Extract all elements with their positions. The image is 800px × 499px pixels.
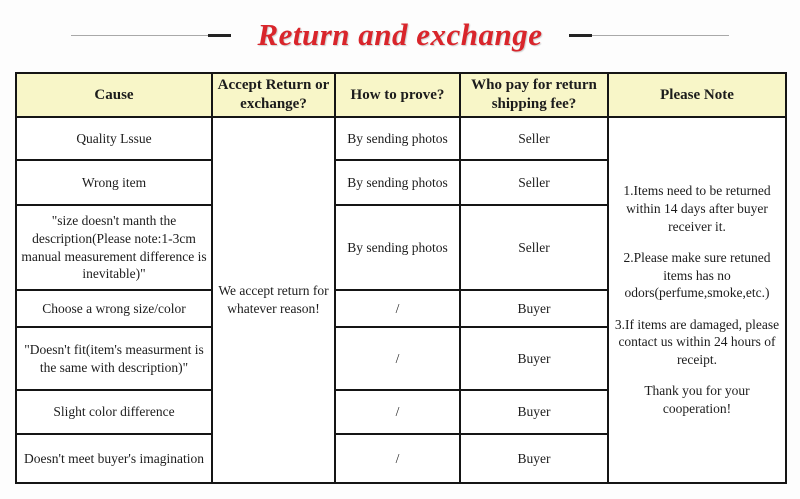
cell-cause: Choose a wrong size/color <box>16 290 212 327</box>
header-how-to-prove: How to prove? <box>335 73 460 117</box>
header-please-note: Please Note <box>608 73 786 117</box>
cell-prove: By sending photos <box>335 117 460 160</box>
cell-cause: Doesn't meet buyer's imagination <box>16 434 212 483</box>
title-right-dash <box>569 34 592 37</box>
cell-cause: Wrong item <box>16 160 212 205</box>
cell-prove: / <box>335 327 460 390</box>
cell-payer: Seller <box>460 160 608 205</box>
cell-please-note <box>608 117 786 483</box>
cell-prove: / <box>335 290 460 327</box>
cell-payer: Buyer <box>460 290 608 327</box>
cell-cause: Quality Lssue <box>16 117 212 160</box>
cell-cause: Slight color difference <box>16 390 212 434</box>
cell-prove: By sending photos <box>335 160 460 205</box>
please-note-item-2: 2.Please make sure retuned items has no odors(perfume,smoke,etc.) <box>623 250 771 301</box>
cell-cause: "Doesn't fit(item's measurment is the same with description)" <box>16 327 212 390</box>
cell-prove: / <box>335 390 460 434</box>
table-row <box>16 117 786 160</box>
please-note-item-1: 1.Items need to be returned within 14 days after buyer receiver it. <box>623 183 771 234</box>
cell-payer: Seller <box>460 117 608 160</box>
cell-cause: "size doesn't manth the description(Please note:1-3cm manual measurement difference is inevitable)" <box>16 205 212 290</box>
header-cause: Cause <box>16 73 212 117</box>
please-note-item-3: 3.If items are damaged, please contact us within 24 hours of receipt. <box>614 316 780 367</box>
cell-payer: Buyer <box>460 434 608 483</box>
cell-payer: Buyer <box>460 327 608 390</box>
title-left-line <box>71 35 208 36</box>
header-who-pays: Who pay for return shipping fee? <box>460 73 608 117</box>
cell-payer: Buyer <box>460 390 608 434</box>
title-right-line <box>592 35 729 36</box>
title-band <box>0 0 800 70</box>
header-accept-return: Accept Return or exchange? <box>212 73 335 117</box>
please-note-closing: Thank you for your cooperation! <box>644 383 750 416</box>
cell-accept-note: We accept return for whatever reason! <box>212 117 335 483</box>
cell-prove: / <box>335 434 460 483</box>
cell-prove: By sending photos <box>335 205 460 290</box>
header-row <box>16 73 786 117</box>
return-exchange-table <box>15 72 787 484</box>
page-title: Return and exchange <box>257 17 543 52</box>
title-left-dash <box>208 34 231 37</box>
cell-payer: Seller <box>460 205 608 290</box>
